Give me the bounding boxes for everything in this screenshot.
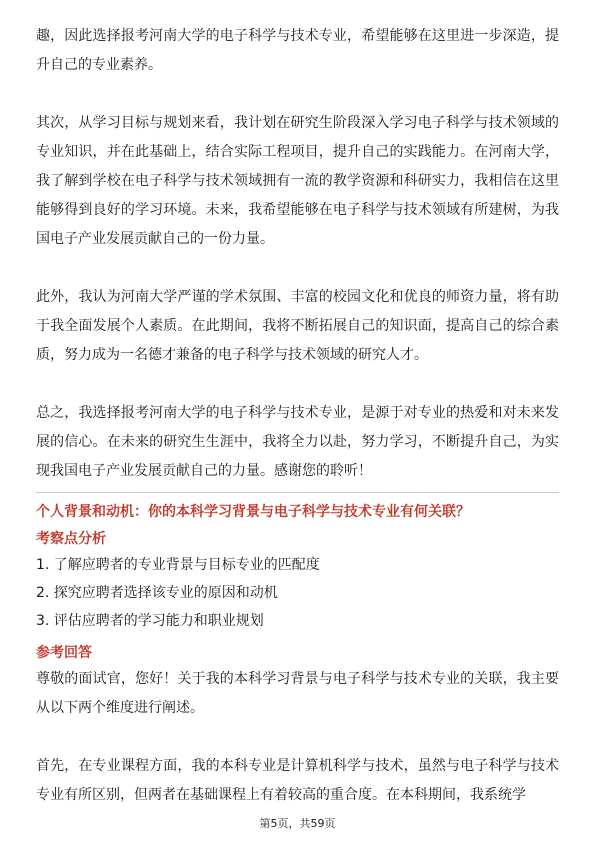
analysis-title: 考察点分析	[36, 531, 106, 547]
question-heading: 个人背景和动机：你的本科学习背景与电子科学与技术专业有何关联？	[36, 504, 470, 520]
analysis-point: 1. 了解应聘者的专业背景与目标专业的匹配度	[36, 557, 320, 573]
paragraph-environment: 此外，我认为河南大学严谨的学术氛围、丰富的校园文化和优良的师资力量，将有助于我全面发展个人素质。在此期间，我将不断拓展自己的知识面，提高自己的综合素质，努力成为一名德才兼备的电子科学与技术领域的研究人才。	[36, 289, 559, 363]
paragraph-goals: 其次，从学习目标与规划来看，我计划在研究生阶段深入学习电子科学与技术领域的专业知识，并在此基础上，结合实际工程项目，提升自己的实践能力。在河南大学，我了解到学校在电子科学与技术领域拥有一流的教学资源和科研实力，我相信在这里能够得到良好的学习环境。未来，我希望能够在电子科学与技术领域有所建树，为我国电子产业发展贡献自己的一份力量。	[36, 115, 559, 247]
paragraph-gap	[36, 80, 559, 109]
answer-paragraph-intro: 尊敬的面试官，您好！关于我的本科学习背景与电子科学与技术专业的关联，我主要从以下两个维度进行阐述。	[36, 671, 559, 716]
paragraph-conclusion: 总之，我选择报考河南大学的电子科学与技术专业，是源于对专业的热爱和对未来发展的信心。在未来的研究生生涯中，我将全力以赴，努力学习，不断提升自己，为实现我国电子产业发展贡献自己的力量。感谢您的聆听！	[36, 405, 559, 479]
document-page	[36, 22, 559, 810]
paragraph-continuation: 趣，因此选择报考河南大学的电子科学与技术专业，希望能够在这里进一步深造，提升自己的专业素养。	[36, 28, 559, 73]
answer-title: 参考回答	[36, 645, 92, 661]
page-number: 第5页，共59页	[259, 817, 336, 830]
answer-paragraph-courses: 首先，在专业课程方面，我的本科专业是计算机科学与技术，虽然与电子科学与技术专业有所区别，但两者在基础课程上有着较高的重合度。在本科期间，我系统学	[36, 758, 559, 803]
paragraph-gap	[36, 254, 559, 283]
analysis-point: 3. 评估应聘者的学习能力和职业规划	[36, 613, 264, 629]
paragraph-gap	[36, 370, 559, 399]
section-divider	[36, 492, 559, 493]
analysis-point: 2. 探究应聘者选择该专业的原因和动机	[36, 585, 278, 601]
paragraph-gap	[36, 723, 559, 752]
